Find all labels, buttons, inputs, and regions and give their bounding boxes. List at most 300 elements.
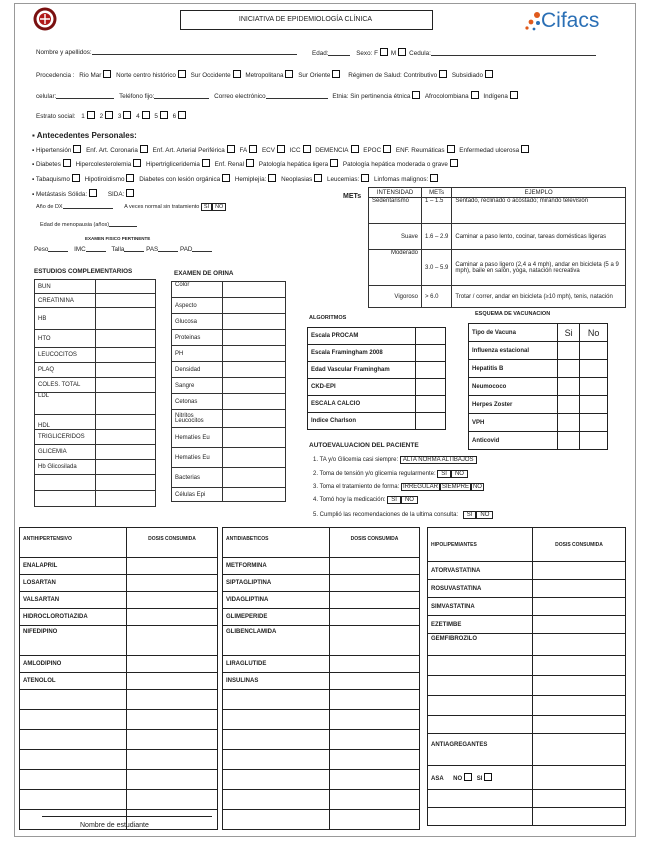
dosis-cell[interactable] xyxy=(533,734,626,766)
estudiante-signature-line[interactable] xyxy=(42,816,212,817)
estrato-4: 4 xyxy=(136,113,140,120)
orina-item: Densidad xyxy=(172,362,223,378)
estudio-item: BUN xyxy=(35,280,96,294)
dosis-cell[interactable] xyxy=(127,790,218,810)
estudio-value[interactable] xyxy=(96,280,156,294)
mets-value-suave: 1.6 – 2.9 xyxy=(422,224,452,250)
vacuna-no[interactable] xyxy=(580,396,608,414)
algoritmo-item: Indice Charlson xyxy=(308,413,416,430)
proc-norte: Norte centro histórico xyxy=(116,72,176,79)
ant-hipertrigliceridemia-checkbox[interactable] xyxy=(202,159,210,167)
dosis-cell[interactable] xyxy=(127,673,218,690)
ant-hepatica-ligera: Patología hepática ligera xyxy=(258,161,329,168)
ant-hepatica-grave-checkbox[interactable] xyxy=(450,159,458,167)
imc-input[interactable] xyxy=(86,245,106,252)
pad-label: PAD xyxy=(180,246,193,253)
auto-q3-siempre[interactable]: SIEMPRE xyxy=(441,484,469,490)
sexo-m-checkbox[interactable] xyxy=(398,48,406,56)
estrato-6-checkbox[interactable] xyxy=(178,111,186,119)
ant-epoc-checkbox[interactable] xyxy=(383,145,391,153)
vacuna-item: Hepatitis B xyxy=(469,360,558,378)
estudio-value[interactable] xyxy=(96,348,156,363)
algoritmo-value[interactable] xyxy=(416,362,446,379)
dosis-cell[interactable] xyxy=(330,609,420,626)
dosis-cell[interactable] xyxy=(330,710,420,730)
hipolipemiantes-dosis-header: DOSIS CONSUMIDA xyxy=(533,528,626,562)
ant-hipertension: Hipertensión xyxy=(35,147,72,154)
estudio-item: Hb Glicosilada xyxy=(35,460,96,475)
ant-linfomas: Linfomas malignos: xyxy=(373,176,429,183)
hipolipemiante-item: ATORVASTATINA xyxy=(428,562,533,580)
talla-input[interactable] xyxy=(124,245,144,252)
ant-ulcerosa-checkbox[interactable] xyxy=(521,145,529,153)
estudio-value[interactable] xyxy=(96,363,156,378)
antihipertensivo-item: AMLODIPINO xyxy=(20,656,127,673)
orina-value[interactable] xyxy=(223,488,286,502)
cedula-label: Cedula: xyxy=(409,50,431,57)
antihipertensivo-item: VALSARTAN xyxy=(20,592,127,609)
orina-table xyxy=(171,281,286,502)
estrato-3-checkbox[interactable] xyxy=(123,111,131,119)
examen-fisico-title: EXAMEN FISICO PERTINENTE xyxy=(85,236,151,241)
vacuna-header-si: Si xyxy=(558,324,580,342)
ant-tabaquismo-checkbox[interactable] xyxy=(72,174,80,182)
estudio-item: LEUCOCITOS xyxy=(35,348,96,363)
ant-fa-checkbox[interactable] xyxy=(249,145,257,153)
dosis-cell[interactable] xyxy=(127,609,218,626)
proc-sur-occidente-checkbox[interactable] xyxy=(233,70,241,78)
ant-ecv: ECV xyxy=(261,147,275,154)
antidiabetico-item: LIRAGLUTIDE xyxy=(223,656,330,673)
auto-q4 xyxy=(313,496,418,504)
estudio-value[interactable] xyxy=(96,378,156,393)
antihipertensivo-item: ATENOLOL xyxy=(20,673,127,690)
dosis-cell[interactable] xyxy=(533,808,626,826)
hipolipemiante-empty[interactable] xyxy=(428,676,533,696)
dosis-cell[interactable] xyxy=(330,790,420,810)
correo-input[interactable] xyxy=(266,92,328,99)
examen-fisico-row xyxy=(34,245,212,254)
orina-value[interactable] xyxy=(223,346,286,362)
asa-row xyxy=(428,766,533,790)
estudios-table xyxy=(34,279,156,507)
a-veces-si[interactable]: SI xyxy=(201,203,212,211)
vacuna-no[interactable] xyxy=(580,342,608,360)
cedula-input[interactable] xyxy=(431,49,596,56)
estudio-value[interactable] xyxy=(96,330,156,348)
dosis-cell[interactable] xyxy=(330,673,420,690)
ant-metastasis-checkbox[interactable] xyxy=(89,189,97,197)
ant-coronaria-checkbox[interactable] xyxy=(140,145,148,153)
orina-value[interactable] xyxy=(223,330,286,346)
dosis-cell[interactable] xyxy=(330,656,420,673)
auto-q4-label: 4. Tomó hoy la medicación: xyxy=(313,497,386,503)
orina-item: Cetonas xyxy=(172,394,223,410)
mets-ejemplo-vigoroso: Trotar / correr, andar en bicicleta (≥10 mph), tenis, natación xyxy=(452,286,626,308)
mets-header-mets: METs xyxy=(422,188,452,198)
hipolipemiante-item: GEMFIBROZILO xyxy=(428,634,533,656)
estudio-empty[interactable] xyxy=(35,491,96,507)
hipolipemiante-item: EZETIMBE xyxy=(428,616,533,634)
auto-q5-si[interactable]: SI xyxy=(463,511,477,519)
auto-q1-normal[interactable]: NORMA xyxy=(418,457,441,463)
sexo-label: Sexo: F xyxy=(356,50,378,57)
ant-hipertrigliceridemia: Hipertrigliceridemia xyxy=(146,161,200,168)
orina-item: Hematíes Eu xyxy=(172,448,223,468)
sexo-m-label: M xyxy=(390,50,397,57)
antihipertensivo-table xyxy=(19,527,218,830)
estrato-6: 6 xyxy=(172,113,177,120)
ant-epoc: EPOC xyxy=(363,147,382,154)
ant-sida-checkbox[interactable] xyxy=(126,189,134,197)
subsidiado-label: Subsidiado xyxy=(451,72,484,79)
ant-linfomas-checkbox[interactable] xyxy=(430,174,438,182)
dosis-cell[interactable] xyxy=(330,810,420,830)
vacuna-si[interactable] xyxy=(558,414,580,432)
antecedentes-row4: ▪ Metástasis Sólida: SIDA: xyxy=(32,189,137,199)
mets-ejemplo-suave: Caminar a paso lento, cocinar, tareas domésticas ligeras xyxy=(452,224,626,250)
algoritmo-item: Escala PROCAM xyxy=(308,328,416,345)
antidiabeticos-table xyxy=(222,527,420,830)
vacuna-si[interactable] xyxy=(558,378,580,396)
antidiabeticos-dosis-header: DOSIS CONSUMIDA xyxy=(330,528,420,558)
orina-value[interactable] xyxy=(223,378,286,394)
proc-metropolitana-checkbox[interactable] xyxy=(285,70,293,78)
antidiabetico-item: SIPTAGLIPTINA xyxy=(223,575,330,592)
estrato-4-checkbox[interactable] xyxy=(142,111,150,119)
vacuna-item: Herpes Zoster xyxy=(469,396,558,414)
dosis-cell[interactable] xyxy=(127,558,218,575)
hipolipemiante-empty[interactable] xyxy=(428,656,533,676)
estrato-5-checkbox[interactable] xyxy=(160,111,168,119)
auto-q2-label: 2. Toma de tensión y/o glicemia regularmente: xyxy=(313,471,436,477)
algoritmos-title: ALGORITMOS xyxy=(309,315,347,321)
dosis-cell[interactable] xyxy=(127,575,218,592)
celular-input[interactable] xyxy=(56,92,114,99)
edad-row xyxy=(312,48,596,58)
orina-item: Células Epi xyxy=(172,488,223,502)
antihipertensivo-empty[interactable] xyxy=(20,710,127,730)
ant-renal-checkbox[interactable] xyxy=(246,159,254,167)
hipolipemiantes-header: HIPOLIPEMIANTES xyxy=(428,528,533,562)
ant-hemiplejia: Hemiplejía: xyxy=(234,176,267,183)
auto-q4-si[interactable]: SI xyxy=(387,496,401,504)
orina-value[interactable] xyxy=(223,314,286,330)
mets-table xyxy=(368,187,626,308)
antiagregantes-label: ANTIAGREGANTES xyxy=(428,734,533,766)
ant-diabetes: Diabetes xyxy=(35,161,61,168)
orina-item: Hematíes Eu xyxy=(172,428,223,448)
auto-q4-no[interactable]: NO xyxy=(401,496,418,504)
ant-demencia-checkbox[interactable] xyxy=(351,145,359,153)
orina-value[interactable] xyxy=(223,362,286,378)
estudio-value[interactable] xyxy=(96,445,156,460)
peso-input[interactable] xyxy=(48,245,68,252)
orina-value[interactable] xyxy=(223,282,286,298)
orina-value[interactable] xyxy=(223,468,286,488)
estudio-value[interactable] xyxy=(96,460,156,475)
ant-hemiplejia-checkbox[interactable] xyxy=(268,174,276,182)
ant-hipercolesterolemia-checkbox[interactable] xyxy=(133,159,141,167)
proc-rio-mar-checkbox[interactable] xyxy=(103,70,111,78)
sexo-f-checkbox[interactable] xyxy=(380,48,388,56)
estudio-item: TRIGLICERIDOS xyxy=(35,430,96,445)
ant-periferica-checkbox[interactable] xyxy=(227,145,235,153)
dosis-cell[interactable] xyxy=(330,558,420,575)
dosis-cell[interactable] xyxy=(127,710,218,730)
ant-diabetes-checkbox[interactable] xyxy=(63,159,71,167)
vacuna-si[interactable] xyxy=(558,396,580,414)
dosis-cell[interactable] xyxy=(533,562,626,580)
dosis-cell[interactable] xyxy=(533,766,626,790)
antihipertensivo-header: ANTIHIPERTENSIVO xyxy=(20,528,127,558)
vacuna-no[interactable] xyxy=(580,414,608,432)
antidiabeticos-header: ANTIDIABETICOS xyxy=(223,528,330,558)
ant-coronaria: Enf. Art. Coronaria xyxy=(86,147,138,154)
edad-input[interactable] xyxy=(328,49,350,56)
orina-title: EXAMEN DE ORINA xyxy=(174,270,234,277)
ant-demencia: DEMENCIA xyxy=(315,147,349,154)
estrato-row xyxy=(36,111,189,121)
antihipertensivo-empty[interactable] xyxy=(20,770,127,790)
estudio-value[interactable] xyxy=(96,294,156,308)
estudios-title: ESTUDIOS COMPLEMENTARIOS xyxy=(34,268,133,275)
algoritmo-value[interactable] xyxy=(416,345,446,362)
dosis-cell[interactable] xyxy=(533,696,626,716)
vacuna-si[interactable] xyxy=(558,432,580,450)
ant-periferica: Enf. Art. Arterial Periférica xyxy=(152,147,225,154)
etnia-sin-checkbox[interactable] xyxy=(412,91,420,99)
mets-intensidad-vigoroso: Vigoroso xyxy=(369,286,422,308)
vacuna-header-no: No xyxy=(580,324,608,342)
dosis-cell[interactable] xyxy=(330,592,420,609)
antihipertensivo-item: NIFEDIPINO xyxy=(20,626,127,656)
auto-q5-label: 5. Cumplió las recomendaciones de la ultima consulta: xyxy=(313,512,459,518)
ant-metastasis: Metástasis Sólida: xyxy=(35,191,88,198)
estrato-5: 5 xyxy=(154,113,158,120)
ant-sida: SIDA: xyxy=(107,191,125,198)
mets-header-intensidad: INTENSIDAD xyxy=(369,188,422,198)
proc-metropolitana: Metropolitana xyxy=(245,72,284,79)
estrato-1-checkbox[interactable] xyxy=(87,111,95,119)
orina-value[interactable] xyxy=(223,298,286,314)
estudio-value[interactable] xyxy=(96,475,156,491)
ant-hipotiroidismo-checkbox[interactable] xyxy=(126,174,134,182)
afro-checkbox[interactable] xyxy=(471,91,479,99)
dosis-cell[interactable] xyxy=(330,690,420,710)
vacuna-no[interactable] xyxy=(580,378,608,396)
estrato-2-checkbox[interactable] xyxy=(105,111,113,119)
vacuna-si[interactable] xyxy=(558,360,580,378)
auto-q3-no[interactable]: NO xyxy=(472,484,482,490)
auto-q2-no[interactable]: NO xyxy=(451,470,468,478)
subsidiado-checkbox[interactable] xyxy=(485,70,493,78)
ano-dx-row xyxy=(36,202,226,211)
estrato-label: Estrato social: xyxy=(36,113,76,120)
antihipertensivo-empty[interactable] xyxy=(20,750,127,770)
dosis-cell[interactable] xyxy=(127,592,218,609)
algoritmo-value[interactable] xyxy=(416,413,446,430)
mets-intensidad-moderado: Moderado xyxy=(369,250,422,286)
proc-rio-mar: Rio Mar xyxy=(79,72,102,79)
dosis-cell[interactable] xyxy=(533,676,626,696)
dosis-cell[interactable] xyxy=(533,634,626,656)
auto-q2-si[interactable]: SI xyxy=(437,470,451,478)
dosis-cell[interactable] xyxy=(533,790,626,808)
antidiabetico-empty[interactable] xyxy=(223,730,330,750)
antidiabetico-empty[interactable] xyxy=(223,790,330,810)
telefono-input[interactable] xyxy=(154,92,209,99)
auto-q3 xyxy=(313,483,484,491)
mets-value-sedentarismo: 1 – 1.5 xyxy=(422,198,452,224)
indigena-label: Indígena xyxy=(483,93,508,100)
ant-neoplasias-checkbox[interactable] xyxy=(314,174,322,182)
nombre-input[interactable] xyxy=(92,48,297,55)
imc-label: IMC xyxy=(74,246,86,253)
correo-label: Correo electrónico xyxy=(214,93,266,100)
vacuna-no[interactable] xyxy=(580,360,608,378)
antecedentes-label: Antecedentes Personales: xyxy=(36,131,137,140)
ant-hipertension-checkbox[interactable] xyxy=(73,145,81,153)
talla-label: Talla xyxy=(111,246,125,253)
dosis-cell[interactable] xyxy=(330,770,420,790)
ano-dx-label: Año de DX xyxy=(36,204,63,210)
estudio-value[interactable] xyxy=(96,491,156,507)
orina-item: Proteinas xyxy=(172,330,223,346)
antidiabetico-empty[interactable] xyxy=(223,770,330,790)
antidiabetico-item: VIDAGLIPTINA xyxy=(223,592,330,609)
dosis-cell[interactable] xyxy=(127,730,218,750)
auto-q3-label: 3. Toma el tratamiento de forma: xyxy=(313,484,400,490)
mets-intensidad-suave: Suave xyxy=(369,224,422,250)
dosis-cell[interactable] xyxy=(127,770,218,790)
ant-leucemias-checkbox[interactable] xyxy=(361,174,369,182)
hipolipemiantes-table xyxy=(427,527,626,826)
auto-q1-altibajos[interactable]: ALTIBAJOS xyxy=(441,457,474,463)
pad-input[interactable] xyxy=(192,245,212,252)
ano-dx-input[interactable] xyxy=(63,202,113,209)
nombre-row xyxy=(36,48,297,57)
dosis-cell[interactable] xyxy=(533,598,626,616)
estudio-empty[interactable] xyxy=(35,475,96,491)
cifacs-logo xyxy=(523,8,623,34)
ant-reumaticas-checkbox[interactable] xyxy=(447,145,455,153)
ant-ecv-checkbox[interactable] xyxy=(277,145,285,153)
asa-si-checkbox[interactable] xyxy=(484,773,492,781)
dosis-cell[interactable] xyxy=(533,616,626,634)
dosis-cell[interactable] xyxy=(533,580,626,598)
dosis-cell[interactable] xyxy=(127,626,218,656)
antihipertensivo-empty[interactable] xyxy=(20,690,127,710)
vacuna-si[interactable] xyxy=(558,342,580,360)
dosis-cell[interactable] xyxy=(330,626,420,656)
estudio-value[interactable] xyxy=(96,430,156,445)
algoritmo-value[interactable] xyxy=(416,379,446,396)
hipolipemiante-empty[interactable] xyxy=(428,790,533,808)
antihipertensivo-empty[interactable] xyxy=(20,730,127,750)
antidiabetico-item: GLIBENCLAMIDA xyxy=(223,626,330,656)
proc-sur-oriente-checkbox[interactable] xyxy=(332,70,340,78)
dosis-cell[interactable] xyxy=(330,730,420,750)
vacuna-no[interactable] xyxy=(580,432,608,450)
orina-value[interactable] xyxy=(223,428,286,448)
estudio-item: HTO xyxy=(35,330,96,348)
ant-tabaquismo: Tabaquismo xyxy=(35,176,70,183)
indigena-checkbox[interactable] xyxy=(510,91,518,99)
dosis-cell[interactable] xyxy=(533,716,626,734)
auto-q3-irregular[interactable]: IRREGULAR xyxy=(402,484,438,490)
estudio-value[interactable] xyxy=(96,393,156,415)
antidiabetico-empty[interactable] xyxy=(223,690,330,710)
antecedentes-title: ▪ Antecedentes Personales: xyxy=(32,131,137,140)
ant-icc-checkbox[interactable] xyxy=(303,145,311,153)
antihipertensivo-item: LOSARTAN xyxy=(20,575,127,592)
orina-value[interactable] xyxy=(223,394,286,410)
antidiabetico-empty[interactable] xyxy=(223,750,330,770)
auto-q5-no[interactable]: NO xyxy=(476,511,493,519)
estudiante-label: Nombre de estudiante xyxy=(80,822,149,829)
algoritmo-value[interactable] xyxy=(416,396,446,413)
hipolipemiante-empty[interactable] xyxy=(428,716,533,734)
hipolipemiante-empty[interactable] xyxy=(428,808,533,826)
antidiabetico-item: INSULINAS xyxy=(223,673,330,690)
auto-q1-alta[interactable]: ALTA xyxy=(402,457,417,463)
estudio-value[interactable] xyxy=(96,308,156,330)
antidiabetico-empty[interactable] xyxy=(223,810,330,830)
dosis-cell[interactable] xyxy=(533,656,626,676)
algoritmos-table xyxy=(307,327,446,430)
dosis-cell[interactable] xyxy=(127,690,218,710)
antihipertensivo-empty[interactable] xyxy=(20,790,127,810)
antihipertensivo-dosis-header: DOSIS CONSUMIDA xyxy=(127,528,218,558)
mets-value-vigoroso: > 6.0 xyxy=(422,286,452,308)
antidiabetico-item: GLIMEPERIDE xyxy=(223,609,330,626)
ant-diabetes-lesion-checkbox[interactable] xyxy=(222,174,230,182)
proc-norte-checkbox[interactable] xyxy=(178,70,186,78)
orina-item: Nitritos Leucocitos xyxy=(172,410,223,428)
a-veces-no[interactable]: NO xyxy=(212,203,226,211)
algoritmo-value[interactable] xyxy=(416,328,446,345)
dosis-cell[interactable] xyxy=(127,656,218,673)
antecedentes-row1: ▪ Hipertensión Enf. Art. Coronaria Enf. Art. Arterial Periférica FA ECV ICC DEMENCIA EPOC ENF. Reumáticas Enfermedad ulcerosa xyxy=(32,145,532,155)
hipolipemiante-empty[interactable] xyxy=(428,696,533,716)
vacuna-item: Influenza estacional xyxy=(469,342,558,360)
estudio-item: CREATININA xyxy=(35,294,96,308)
orina-item: Glucosa xyxy=(172,314,223,330)
cifacs-brand: Cifacs xyxy=(541,9,600,32)
dosis-cell[interactable] xyxy=(330,750,420,770)
antihipertensivo-item: ENALAPRIL xyxy=(20,558,127,575)
ant-hepatica-ligera-checkbox[interactable] xyxy=(330,159,338,167)
estudio-value[interactable] xyxy=(96,415,156,430)
pas-input[interactable] xyxy=(158,245,178,252)
orina-value[interactable] xyxy=(223,448,286,468)
celular-label: celular: xyxy=(36,93,57,100)
vacunacion-title: ESQUEMA DE VACUNACION xyxy=(475,311,551,317)
asa-no-checkbox[interactable] xyxy=(464,773,472,781)
menopausia-input[interactable] xyxy=(109,220,137,227)
regimen-contributivo-checkbox[interactable] xyxy=(439,70,447,78)
antidiabetico-empty[interactable] xyxy=(223,710,330,730)
orina-item: Aspecto xyxy=(172,298,223,314)
asa-label: ASA xyxy=(431,776,444,782)
dosis-cell[interactable] xyxy=(127,750,218,770)
ant-hepatica-grave: Patología hepática moderada o grave xyxy=(342,161,448,168)
dosis-cell[interactable] xyxy=(330,575,420,592)
procedencia-label: Procedencia : xyxy=(36,72,75,79)
estrato-1: 1 xyxy=(81,113,85,120)
orina-value[interactable] xyxy=(223,410,286,428)
